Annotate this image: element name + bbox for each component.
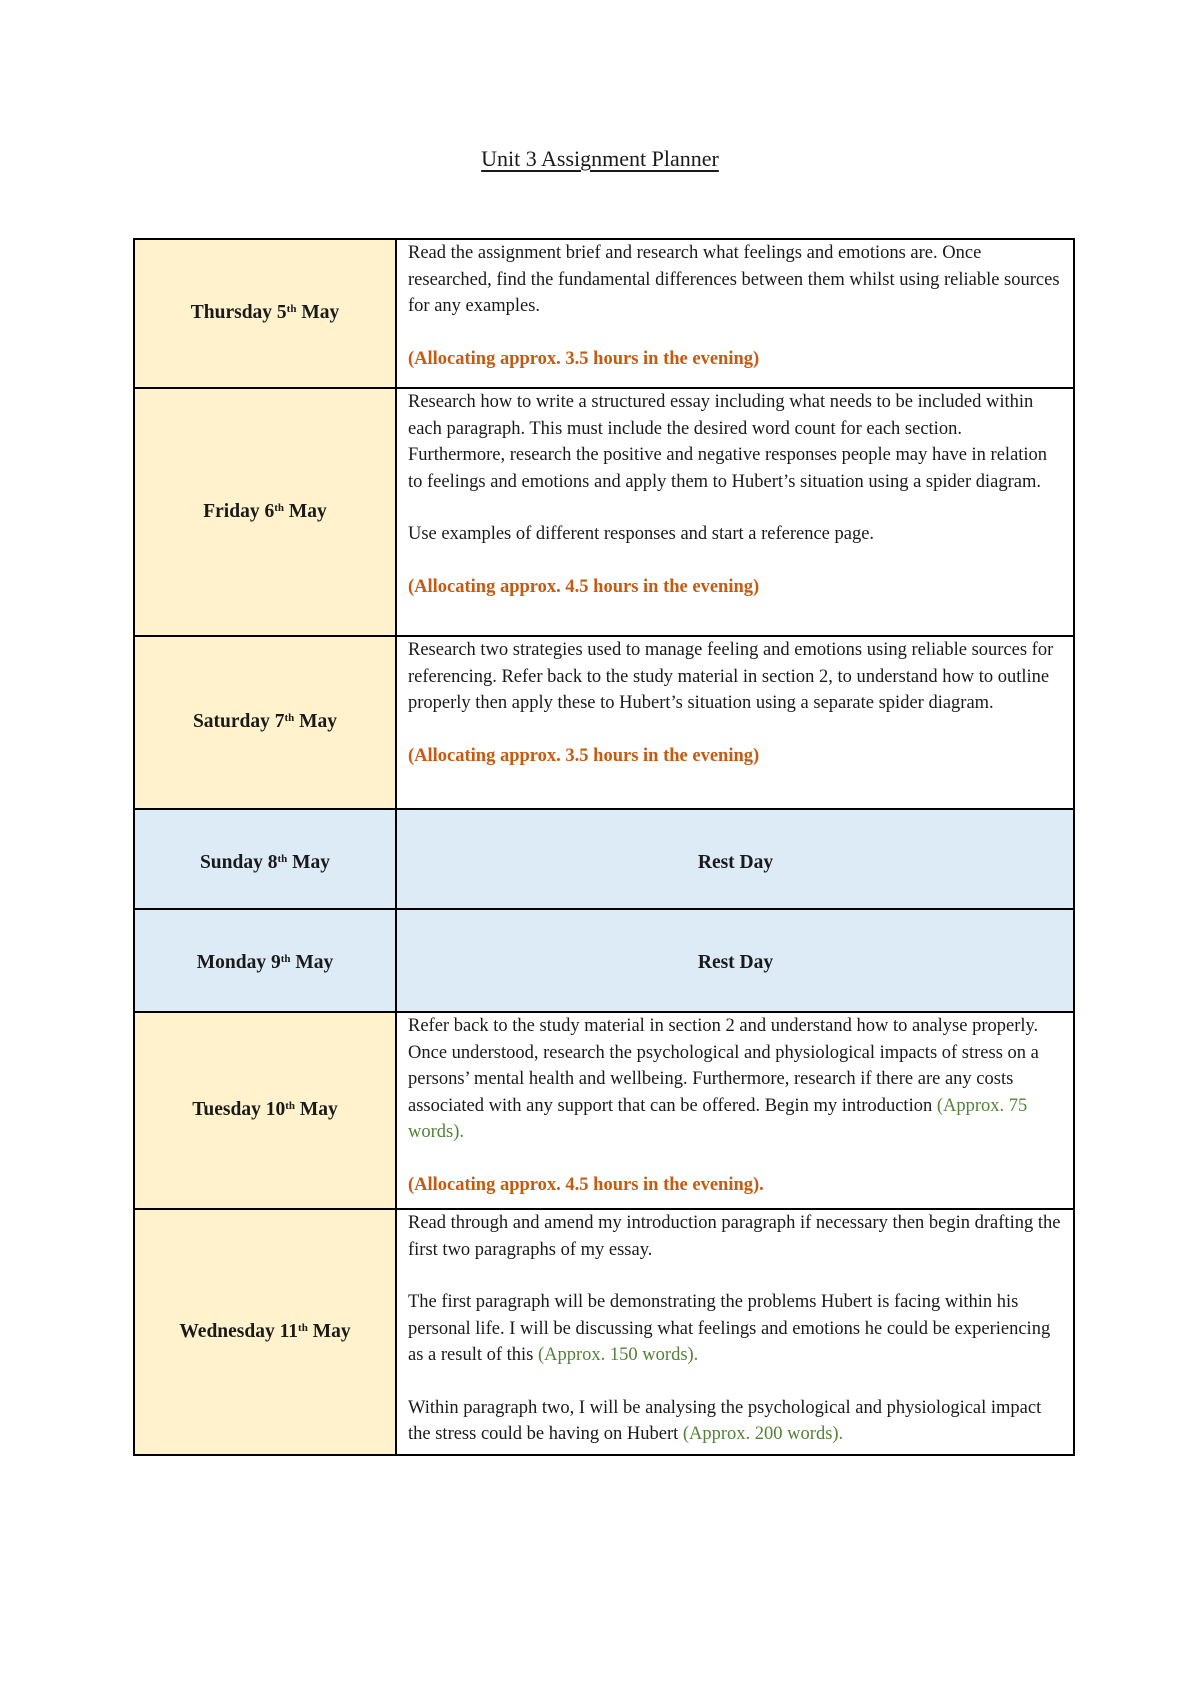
day-cell: [134, 809, 396, 909]
day-label: Thursday 5th May: [190, 302, 340, 324]
rest-day-label: Rest Day: [697, 952, 774, 973]
day-cell: [134, 909, 396, 1012]
rest-day-label: Rest Day: [697, 852, 774, 873]
day-label: Sunday 8th May: [199, 852, 331, 873]
day-label: Monday 9th May: [196, 952, 334, 973]
task-cell: [396, 1012, 1074, 1209]
task-cell: [396, 239, 1074, 388]
table-row: [134, 388, 1074, 636]
day-label: Friday 6th May: [203, 500, 327, 522]
table-row: [134, 1012, 1074, 1209]
day-cell: [134, 1209, 396, 1455]
day-label: Tuesday 10th May: [192, 1099, 338, 1121]
task-description: Read the assignment brief and research what feelings and emotions are. Once researched, find the fundamental differences between them whilst using reliable sources for any examples.: [408, 243, 1060, 316]
rest-day-cell: [396, 809, 1074, 909]
table-row: [134, 636, 1074, 809]
table-row: [134, 239, 1074, 388]
planner-table: [133, 238, 1075, 1456]
task-description: Use examples of different responses and start a reference page.: [408, 524, 875, 544]
task-description: Within paragraph two, I will be analysing the psychological and physiological impact the stress could be having on Hubert (Approx. 200 words).: [408, 1397, 1042, 1444]
time-allocation: (Allocating approx. 3.5 hours in the evening): [408, 745, 760, 766]
task-cell: [396, 1209, 1074, 1455]
time-allocation: (Allocating approx. 4.5 hours in the evening): [408, 576, 760, 597]
task-description: Read through and amend my introduction paragraph if necessary then begin drafting the first two paragraphs of my essay.: [408, 1213, 1061, 1260]
task-cell: [396, 636, 1074, 809]
day-label: Saturday 7th May: [192, 711, 338, 733]
task-description: Research two strategies used to manage feeling and emotions using reliable sources for referencing. Refer back to the study material in section 2, to understand how to outline properly then apply these to Hubert’s situation using a separate spider diagram.: [408, 640, 1054, 713]
time-allocation: (Allocating approx. 3.5 hours in the evening): [408, 348, 760, 369]
table-row: [134, 809, 1074, 909]
word-count: (Approx. 200 words).: [682, 1424, 844, 1444]
task-description: Refer back to the study material in section 2 and understand how to analyse properly. Once understood, research the psychological and physiological impacts of stress on a persons’ mental health and wellbeing. Furthermore, research if there are any costs associated with any support that can be offered. Begin my introduction (Approx. 75 words).: [408, 1016, 1039, 1142]
day-label: Wednesday 11th May: [179, 1320, 351, 1342]
day-cell: [134, 636, 396, 809]
word-count: (Approx. 75 words).: [408, 1095, 1028, 1142]
day-cell: [134, 1012, 396, 1209]
word-count: (Approx. 150 words).: [538, 1345, 699, 1365]
task-cell: [396, 388, 1074, 636]
day-cell: [134, 239, 396, 388]
table-row: [134, 1209, 1074, 1455]
page-title: Unit 3 Assignment Planner: [481, 146, 719, 171]
time-allocation: (Allocating approx. 4.5 hours in the evening).: [408, 1174, 764, 1195]
rest-day-cell: [396, 909, 1074, 1012]
table-row: [134, 909, 1074, 1012]
day-cell: [134, 388, 396, 636]
task-description: Research how to write a structured essay including what needs to be included within each paragraph. This must include the desired word count for each section. Furthermore, research the positive and negative responses people may have in relation to feelings and emotions and apply them to Hubert’s situation using a spider diagram.: [408, 392, 1048, 492]
task-description: The first paragraph will be demonstrating the problems Hubert is facing within his personal life. I will be discussing what feelings and emotions he could be experiencing as a result of this (Approx. 150 words).: [408, 1292, 1051, 1365]
